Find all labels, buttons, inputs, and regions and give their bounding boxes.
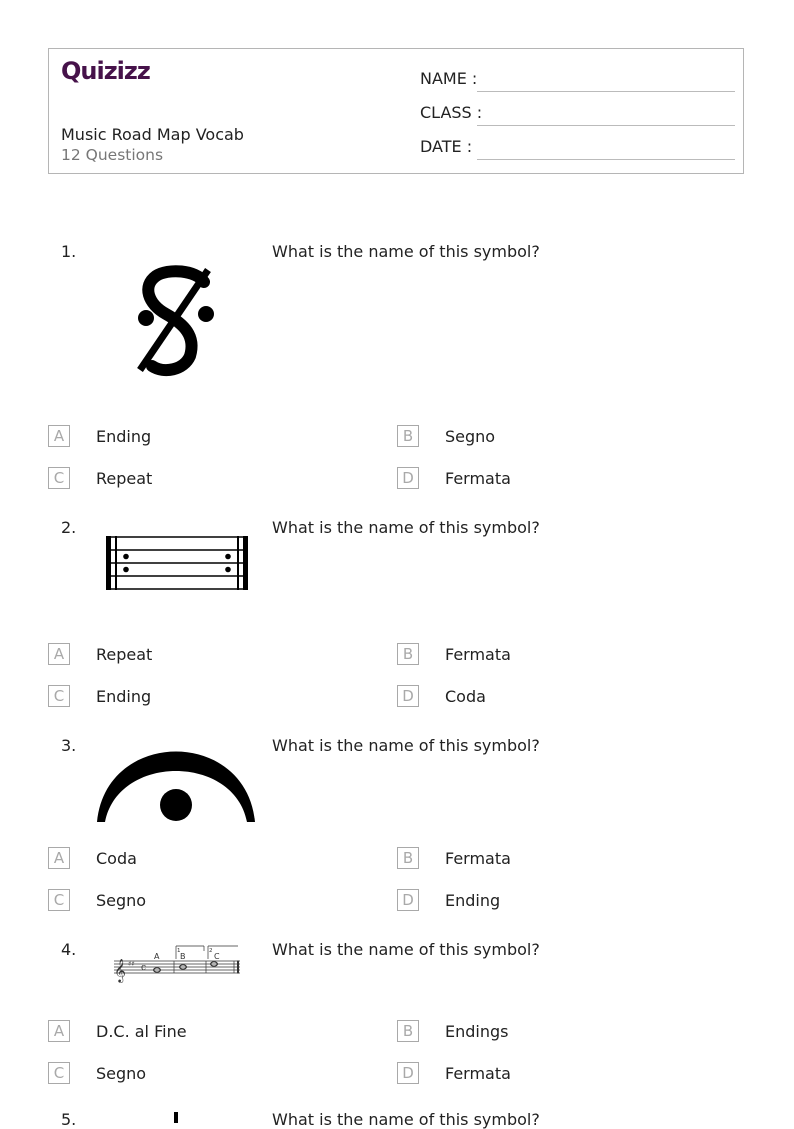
quizizz-logo: Quizizz bbox=[61, 57, 150, 85]
score-label-b: B bbox=[180, 952, 186, 961]
ending-number-1: 1 bbox=[177, 948, 181, 954]
option-c-box[interactable]: C bbox=[48, 1062, 70, 1084]
svg-text:♯♯: ♯♯ bbox=[128, 960, 135, 968]
option-c-text[interactable]: Ending bbox=[96, 687, 152, 706]
option-a-box[interactable]: A bbox=[48, 643, 70, 665]
option-a-box[interactable]: A bbox=[48, 425, 70, 447]
option-b-box[interactable]: B bbox=[397, 1020, 419, 1042]
question-text: What is the name of this symbol? bbox=[272, 736, 540, 755]
date-line[interactable] bbox=[477, 159, 735, 160]
option-c-box[interactable]: C bbox=[48, 685, 70, 707]
option-d-box[interactable]: D bbox=[397, 889, 419, 911]
option-d-text[interactable]: Fermata bbox=[445, 1064, 511, 1083]
question-text: What is the name of this symbol? bbox=[272, 242, 540, 261]
option-c-text[interactable]: Repeat bbox=[96, 469, 153, 488]
question-number: 3. bbox=[61, 736, 77, 755]
class-label: CLASS : bbox=[420, 103, 483, 122]
name-field[interactable] bbox=[420, 69, 735, 93]
option-b-text[interactable]: Fermata bbox=[445, 645, 511, 664]
option-a-text[interactable]: Coda bbox=[96, 849, 137, 868]
option-d-text[interactable]: Ending bbox=[445, 891, 501, 910]
question-number: 4. bbox=[61, 940, 77, 959]
svg-text:c: c bbox=[141, 963, 147, 973]
name-label: NAME : bbox=[420, 69, 478, 88]
option-c-box[interactable]: C bbox=[48, 889, 70, 911]
option-d-box[interactable]: D bbox=[397, 685, 419, 707]
option-a-box[interactable]: A bbox=[48, 1020, 70, 1042]
date-label: DATE : bbox=[420, 137, 473, 156]
question-text: What is the name of this symbol? bbox=[272, 518, 540, 537]
question-number: 2. bbox=[61, 518, 77, 537]
name-line[interactable] bbox=[477, 91, 735, 92]
option-a-text[interactable]: D.C. al Fine bbox=[96, 1022, 187, 1041]
option-b-box[interactable]: B bbox=[397, 425, 419, 447]
option-d-text[interactable]: Fermata bbox=[445, 469, 511, 488]
fermata-icon bbox=[96, 732, 256, 824]
option-c-box[interactable]: C bbox=[48, 467, 70, 489]
option-b-text[interactable]: Fermata bbox=[445, 849, 511, 868]
date-field[interactable] bbox=[420, 137, 735, 161]
question-text: What is the name of this symbol? bbox=[272, 940, 540, 959]
option-a-text[interactable]: Ending bbox=[96, 427, 152, 446]
question-count: 12 Questions bbox=[61, 146, 164, 164]
svg-text:𝄞: 𝄞 bbox=[114, 958, 126, 982]
question-number: 5. bbox=[61, 1110, 77, 1129]
option-b-text[interactable]: Endings bbox=[445, 1022, 509, 1041]
option-d-box[interactable]: D bbox=[397, 1062, 419, 1084]
question-number: 1. bbox=[61, 242, 77, 261]
option-a-text[interactable]: Repeat bbox=[96, 645, 153, 664]
option-c-text[interactable]: Segno bbox=[96, 891, 147, 910]
option-a-box[interactable]: A bbox=[48, 847, 70, 869]
score-label-c: C bbox=[214, 952, 220, 961]
worksheet-title: Music Road Map Vocab bbox=[61, 125, 244, 144]
score-label-a: A bbox=[154, 952, 160, 961]
class-field[interactable] bbox=[420, 103, 735, 127]
option-c-text[interactable]: Segno bbox=[96, 1064, 147, 1083]
ending-number-2: 2 bbox=[209, 948, 213, 954]
option-b-box[interactable]: B bbox=[397, 643, 419, 665]
option-d-box[interactable]: D bbox=[397, 467, 419, 489]
segno-icon bbox=[126, 262, 226, 378]
partial-symbol-icon bbox=[172, 1112, 180, 1123]
option-d-text[interactable]: Coda bbox=[445, 687, 486, 706]
question-text: What is the name of this symbol? bbox=[272, 1110, 540, 1129]
worksheet-header bbox=[48, 48, 744, 174]
repeat-signs-icon bbox=[104, 535, 250, 591]
option-b-text[interactable]: Segno bbox=[445, 427, 496, 446]
option-b-box[interactable]: B bbox=[397, 847, 419, 869]
endings-score-icon bbox=[110, 943, 242, 985]
class-line[interactable] bbox=[477, 125, 735, 126]
